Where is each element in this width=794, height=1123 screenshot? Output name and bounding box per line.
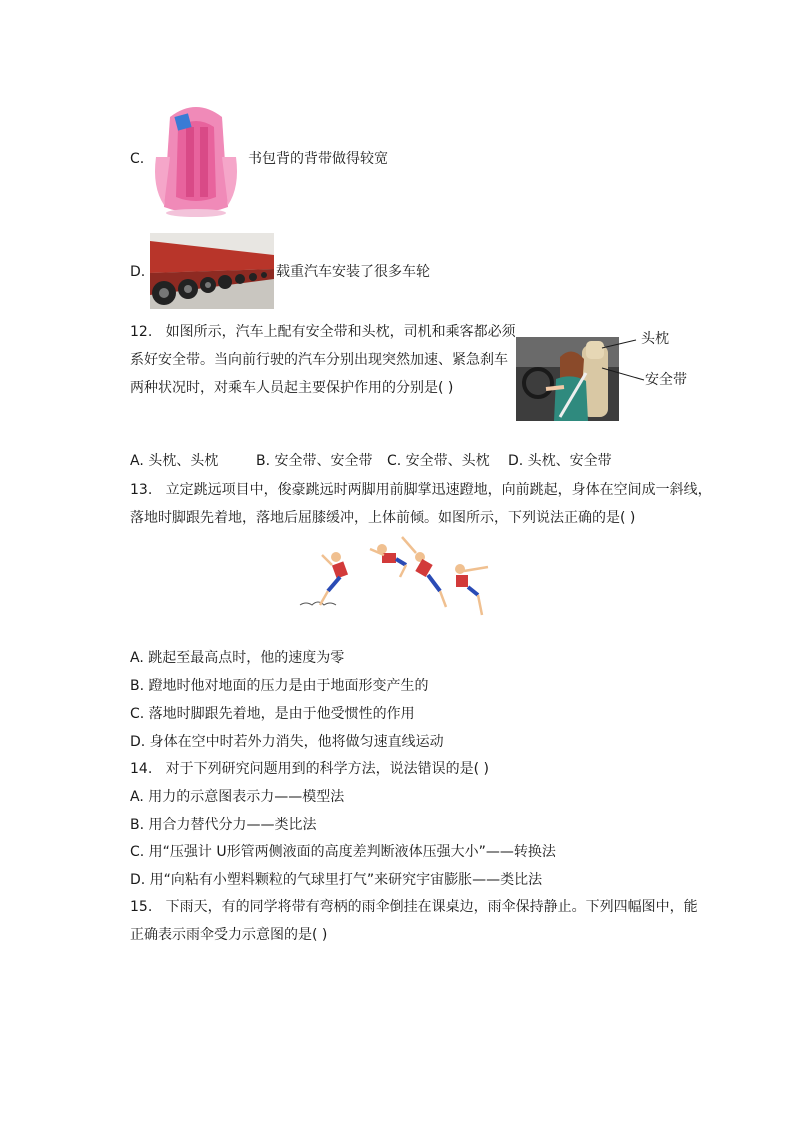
q12-option-c: C. 安全带、头枕 bbox=[387, 453, 490, 469]
q11-option-d-text: 载重汽车安装了很多车轮 bbox=[276, 264, 430, 280]
q12-number: 12. bbox=[130, 324, 153, 340]
q13-option-d: D. 身体在空中时若外力消失，他将做匀速直线运动 bbox=[130, 734, 444, 750]
q15-stem-line1: 下雨天，有的同学将带有弯柄的雨伞倒挂在课桌边，雨伞保持静止。下列四幅图中，能 bbox=[165, 899, 698, 915]
q13-option-b: B. 蹬地时他对地面的压力是由于地面形变产生的 bbox=[130, 678, 429, 694]
q14-option-c: C. 用“压强计 U形管两侧液面的高度差判断液体压强大小”——转换法 bbox=[130, 844, 556, 860]
label-headrest: 头枕 bbox=[641, 331, 669, 347]
q13-option-c: C. 落地时脚跟先着地，是由于他受惯性的作用 bbox=[130, 706, 415, 722]
q15-line2: 正确表示雨伞受力示意图的是( ) bbox=[130, 927, 328, 943]
q13-option-a: A. 跳起至最高点时，他的速度为零 bbox=[130, 650, 345, 666]
q12-line2: 系好安全带。当向前行驶的汽车分别出现突然加速、紧急刹车 bbox=[130, 352, 508, 368]
q11-option-d-letter: D. bbox=[130, 264, 146, 280]
q15-number: 15. bbox=[130, 899, 153, 915]
q14-option-b: B. 用合力替代分力——类比法 bbox=[130, 817, 317, 833]
q13-line1 bbox=[130, 480, 712, 500]
q13-stem-line1: 立定跳远项目中，俊豪跳远时两脚用前脚掌迅速蹬地，向前跳起，身体在空间成一斜线， bbox=[165, 482, 712, 498]
q14-option-d: D. 用“向粘有小塑料颗粒的气球里打气”来研究宇宙膨胀——类比法 bbox=[130, 872, 543, 888]
q14-stem bbox=[130, 759, 489, 779]
q12-option-a: A. 头枕、头枕 bbox=[130, 453, 219, 469]
q13-line2: 落地时脚跟先着地，落地后屈膝缓冲，上体前倾。如图所示，下列说法正确的是( ) bbox=[130, 510, 636, 526]
q12-line3: 两种状况时，对乘车人员起主要保护作用的分别是( ) bbox=[130, 380, 454, 396]
q11-option-c-letter: C. bbox=[130, 151, 145, 167]
q13-number: 13. bbox=[130, 482, 153, 498]
q12-option-d: D. 头枕、安全带 bbox=[508, 453, 612, 469]
q14-stem-text: 对于下列研究问题用到的科学方法，说法错误的是( ) bbox=[165, 761, 489, 777]
q12-option-b: B. 安全带、安全带 bbox=[256, 453, 373, 469]
q14-option-a: A. 用力的示意图表示力——模型法 bbox=[130, 789, 345, 805]
label-seatbelt: 安全带 bbox=[645, 372, 687, 388]
backpack-image bbox=[150, 97, 242, 219]
heavy-truck-image bbox=[150, 233, 274, 309]
q15-line1 bbox=[130, 897, 698, 917]
q12-stem-line1: 如图所示，汽车上配有安全带和头枕，司机和乘客都必须 bbox=[165, 324, 516, 340]
q14-number: 14. bbox=[130, 761, 153, 777]
q12-line1 bbox=[130, 322, 516, 342]
standing-long-jump-figure bbox=[296, 535, 496, 621]
q11-option-c-text: 书包背的背带做得较宽 bbox=[248, 151, 388, 167]
